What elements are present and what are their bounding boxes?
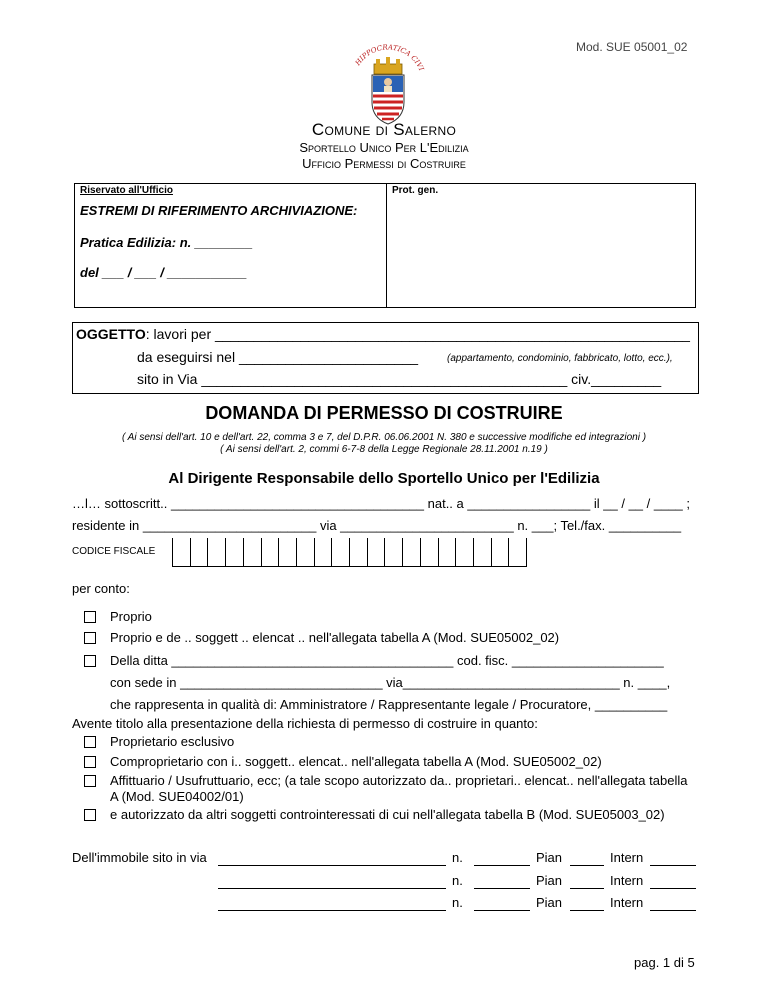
option-proprio: Proprio xyxy=(110,609,152,624)
checkbox-proprietario[interactable] xyxy=(84,736,96,748)
intern-field[interactable] xyxy=(650,888,696,889)
n-label: n. xyxy=(452,873,463,888)
checkbox-proprio[interactable] xyxy=(84,611,96,623)
coat-of-arms-logo xyxy=(346,42,430,126)
per-conto-label: per conto: xyxy=(72,581,130,596)
sito-field[interactable]: sito in Via _______________________________________________ civ._________ xyxy=(137,371,662,387)
pian-field[interactable] xyxy=(570,910,604,911)
cf-cell[interactable] xyxy=(384,538,402,567)
via-field[interactable] xyxy=(218,910,446,911)
checkbox-comproprietario[interactable] xyxy=(84,756,96,768)
intern-label: Intern xyxy=(610,850,644,865)
cf-cell[interactable] xyxy=(455,538,473,567)
pian-label: Pian xyxy=(536,873,563,888)
applicant-name-line[interactable]: …l… sottoscritt.. ___________________________________ nat.. a _________________ il __ / __ / ____ ; xyxy=(72,496,691,511)
cf-cell[interactable] xyxy=(331,538,349,567)
cf-cell[interactable] xyxy=(172,538,190,567)
cf-cell[interactable] xyxy=(261,538,279,567)
checkbox-affittuario[interactable] xyxy=(84,775,96,787)
legal-reference-1: ( Ai sensi dell'art. 10 e dell'art. 22, comma 3 e 7, del D.P.R. 06.06.2001 N. 380 e successive modifiche ed integrazioni ) xyxy=(121,432,647,443)
cf-cell[interactable] xyxy=(243,538,261,567)
cf-cell[interactable] xyxy=(402,538,420,567)
avente-titolo-label: Avente titolo alla presentazione della richiesta di permesso di costruire in quanto: xyxy=(72,716,538,731)
n-label: n. xyxy=(452,895,463,910)
checkbox-ditta[interactable] xyxy=(84,655,96,667)
cf-cell[interactable] xyxy=(438,538,456,567)
checkbox-autorizzato[interactable] xyxy=(84,809,96,821)
cf-cell[interactable] xyxy=(508,538,527,567)
via-field[interactable] xyxy=(218,888,446,889)
codice-fiscale-grid[interactable] xyxy=(172,538,527,566)
eseguirsi-note: (appartamento, condominio, fabbricato, lotto, ecc.), xyxy=(447,353,673,364)
immobile-label: Dell'immobile sito in via xyxy=(72,850,207,865)
logo-motto: HIPPOCRATICA CIVI xyxy=(353,43,426,72)
eseguirsi-field[interactable]: da eseguirsi nel _______________________ xyxy=(137,349,419,365)
checkbox-proprio-e-soggetti[interactable] xyxy=(84,632,96,644)
oggetto-label: OGGETTO xyxy=(76,326,146,342)
cf-cell[interactable] xyxy=(473,538,491,567)
codice-fiscale-label: CODICE FISCALE xyxy=(72,546,156,557)
cf-cell[interactable] xyxy=(349,538,367,567)
applicant-residence-line[interactable]: residente in ________________________ via ________________________ n. ___; Tel./fax. __________ xyxy=(72,518,682,533)
pratica-field[interactable]: Pratica Edilizia: n. ________ xyxy=(80,235,253,250)
model-code: Mod. SUE 05001_02 xyxy=(576,40,688,54)
intern-field[interactable] xyxy=(650,910,696,911)
option-affittuario: Affittuario / Usufruttuario, ecc; (a tale scopo autorizzato da.. proprietari.. elencat.. nell'allegata tabella xyxy=(110,773,688,788)
cf-cell[interactable] xyxy=(314,538,332,567)
option-proprietario: Proprietario esclusivo xyxy=(110,734,235,749)
intern-label: Intern xyxy=(610,873,644,888)
cf-cell[interactable] xyxy=(207,538,225,567)
n-field[interactable] xyxy=(474,865,530,866)
option-affittuario-cont: A (Mod. SUE04002/01) xyxy=(110,789,244,804)
oggetto-line-1 xyxy=(76,326,690,342)
cf-cell[interactable] xyxy=(367,538,385,567)
ditta-qualita-line[interactable]: che rappresenta in qualità di: Amministratore / Rappresentante legale / Procuratore, __________ xyxy=(110,697,668,712)
n-field[interactable] xyxy=(474,910,530,911)
protocol-box xyxy=(385,183,696,308)
lavori-field[interactable]: : lavori per _____________________________________________________________ xyxy=(145,326,690,342)
intern-label: Intern xyxy=(610,895,644,910)
cf-cell[interactable] xyxy=(420,538,438,567)
page-number: pag. 1 di 5 xyxy=(634,955,695,970)
cf-cell[interactable] xyxy=(225,538,243,567)
pian-field[interactable] xyxy=(570,865,604,866)
option-comproprietario: Comproprietario con i.. soggett.. elencat.. nell'allegata tabella A (Mod. SUE05002_02) xyxy=(110,754,602,769)
ufficio-title: Ufficio Permessi di Costruire xyxy=(302,156,466,171)
option-proprio-e-soggetti: Proprio e de .. soggett .. elencat .. nell'allegata tabella A (Mod. SUE05002_02) xyxy=(110,630,560,645)
cf-cell[interactable] xyxy=(190,538,208,567)
cf-cell[interactable] xyxy=(296,538,314,567)
option-ditta[interactable]: Della ditta _______________________________________ cod. fisc. _____________________ xyxy=(110,653,664,668)
sportello-title: Sportello Unico Per L'Edilizia xyxy=(299,140,469,155)
riservato-label: Riservato all'Ufficio xyxy=(80,185,173,196)
del-date-field[interactable]: del ___ / ___ / ___________ xyxy=(80,265,247,280)
prot-gen-label: Prot. gen. xyxy=(392,185,439,196)
option-autorizzato: e autorizzato da altri soggetti controinteressati di cui nell'allegata tabella B (Mod. SUE05003_02) xyxy=(110,807,665,822)
pian-label: Pian xyxy=(536,850,563,865)
cf-cell[interactable] xyxy=(491,538,509,567)
intern-field[interactable] xyxy=(650,865,696,866)
document-title: DOMANDA DI PERMESSO DI COSTRUIRE xyxy=(205,403,563,423)
n-label: n. xyxy=(452,850,463,865)
via-field[interactable] xyxy=(218,865,446,866)
legal-reference-2: ( Ai sensi dell'art. 2, commi 6-7-8 della Legge Regionale 28.11.2001 n.19 ) xyxy=(220,444,548,455)
n-field[interactable] xyxy=(474,888,530,889)
cf-cell[interactable] xyxy=(278,538,296,567)
pian-field[interactable] xyxy=(570,888,604,889)
addressee-heading: Al Dirigente Responsabile dello Sportello Unico per l'Edilizia xyxy=(168,470,600,487)
comune-title: Comune di Salerno xyxy=(311,120,457,139)
ditta-sede-line[interactable]: con sede in ____________________________ via______________________________ n. ____, xyxy=(110,675,671,690)
estremi-label: ESTREMI DI RIFERIMENTO ARCHIVIAZIONE: xyxy=(80,203,358,218)
pian-label: Pian xyxy=(536,895,563,910)
